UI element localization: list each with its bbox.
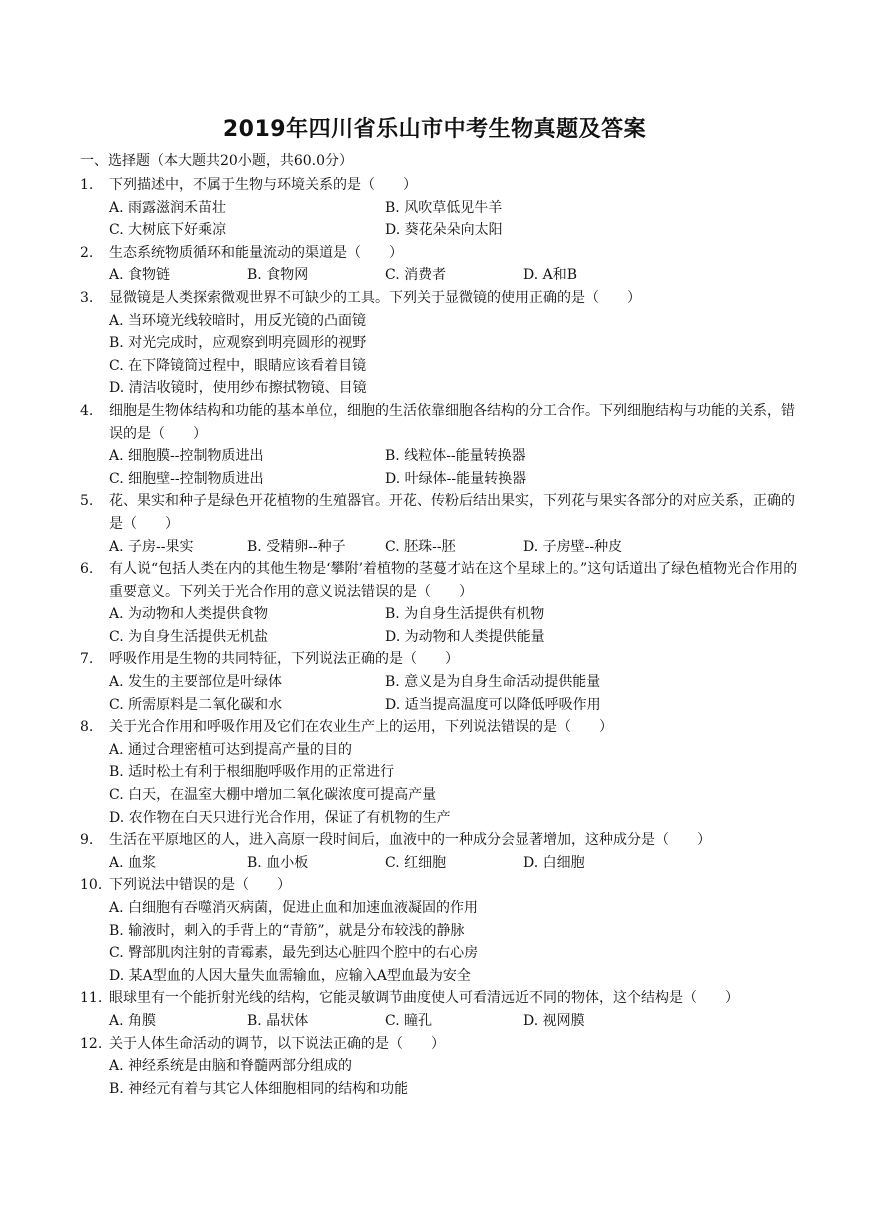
question-stem [80,829,800,852]
question-text: 有人说“包括人类在内的其他生物是‘攀附’着植物的茎蔓才站在这个星球上的。”这句话道出了绿色植物光合作用的重要意义。下列关于光合作用的意义说法错误的是（ ） [109,561,798,600]
question-stem [80,716,800,739]
option-a: A. 当环境光线较暗时，用反光镜的凸面镜 [109,312,367,329]
question-number: 4. [80,402,94,419]
option-d: D. A和B [523,267,578,284]
option-b: B. 对光完成时，应观察到明亮圆形的视野 [109,335,367,352]
option-b: B. 食物网 [247,267,309,284]
options [109,603,800,648]
options-row [109,694,800,717]
option-c: C. 红细胞 [385,854,447,871]
options-row [109,377,800,400]
section-heading: 一、选择题（本大题共20小题，共60.0分） [80,153,353,169]
question-number: 3. [80,289,94,306]
option-b: B. 适时松土有利于根细胞呼吸作用的正常进行 [109,764,395,781]
option-b: B. 晶状体 [247,1012,309,1029]
option-c: C. 为自身生活提供无机盐 [109,628,269,645]
question-text: 显微镜是人类探索微观世界不可缺少的工具。下列关于显微镜的使用正确的是（ ） [109,289,641,306]
question-3 [80,287,800,400]
option-c: C. 消费者 [385,267,447,284]
question-stem [80,648,800,671]
question-12 [80,1033,800,1101]
question-stem [80,287,800,310]
option-d: D. 适当提高温度可以降低呼吸作用 [385,696,601,713]
option-d: D. 白细胞 [523,854,585,871]
option-c: C. 瞳孔 [385,1012,433,1029]
option-c: C. 细胞壁--控制物质进出 [109,470,264,487]
options [109,536,800,559]
option-d: D. 某A型血的人因大量失血需输血，应输入A型血最为安全 [109,967,471,984]
options-row [109,603,800,626]
question-number: 6. [80,561,94,578]
options-row [109,197,800,220]
option-a: A. 为动物和人类提供食物 [109,606,269,623]
question-text: 下列描述中，不属于生物与环境关系的是（ ） [109,177,417,193]
question-stem [80,174,800,197]
question-8 [80,716,800,829]
question-number: 9. [80,832,94,849]
question-7 [80,648,800,716]
options [109,197,800,242]
options-row [109,219,800,242]
options [109,1055,800,1100]
option-b: B. 输液时，刺入的手背上的“青筋”，就是分布较浅的静脉 [109,922,465,939]
question-number: 8. [80,719,94,736]
question-text: 花、果实和种子是绿色开花植物的生殖器官。开花、传粉后结出果实，下列花与果实各部分的对应关系，正确的是（ ） [109,493,795,532]
question-2 [80,242,800,287]
question-list [80,174,800,1100]
question-4 [80,400,800,490]
options-row [109,1078,800,1101]
options [109,739,800,829]
option-c: C. 所需原料是二氧化碳和水 [109,696,283,713]
question-number: 11. [80,990,103,1007]
option-a: A. 血浆 [109,854,157,871]
question-stem [80,874,800,897]
question-stem [80,490,800,535]
options [109,897,800,987]
option-a: A. 白细胞有吞噬消灭病菌，促进止血和加速血液凝固的作用 [109,900,479,916]
options-row [109,897,800,920]
option-a: A. 雨露滋润禾苗壮 [109,199,227,216]
option-b: B. 为自身生活提供有机物 [385,606,545,623]
options-row [109,965,800,988]
question-6 [80,558,800,648]
question-text: 生态系统物质循环和能量流动的渠道是（ ） [109,244,403,261]
options-row [109,920,800,943]
options [109,264,800,287]
option-b: B. 血小板 [247,854,309,871]
options-row [109,355,800,378]
options [109,310,800,400]
option-c: C. 大树底下好乘凉 [109,222,227,239]
options-row [109,942,800,965]
options-row [109,332,800,355]
question-5 [80,490,800,558]
options-row [109,761,800,784]
options-row [109,310,800,333]
page-title: 2019年四川省乐山市中考生物真题及答案 [222,117,647,142]
option-a: A. 细胞膜--控制物质进出 [109,448,264,465]
question-number: 1. [80,177,94,193]
options [109,671,800,716]
question-text: 生活在平原地区的人，进入高原一段时间后，血液中的一种成分会显著增加，这种成分是（ ） [109,832,711,849]
options-row [109,671,800,694]
option-b: B. 风吹草低见牛羊 [385,199,503,216]
option-b: B. 受精卵--种子 [247,538,346,555]
option-d: D. 视网膜 [523,1012,585,1029]
option-a: A. 通过合理密植可达到提高产量的目的 [109,741,353,758]
options-row [109,784,800,807]
question-stem [80,400,800,445]
question-number: 5. [80,493,94,510]
options-row [109,445,800,468]
question-10 [80,874,800,987]
question-text: 呼吸作用是生物的共同特征，下列说法正确的是（ ） [109,651,459,668]
options-row [109,626,800,649]
question-1 [80,174,800,242]
option-d: D. 葵花朵朵向太阳 [385,222,503,239]
option-a: A. 食物链 [109,267,171,284]
question-stem [80,1033,800,1056]
question-text: 细胞是生物体结构和功能的基本单位，细胞的生活依靠细胞各结构的分工合作。下列细胞结构与功能的关系，错误的是（ ） [109,402,795,442]
options-row [109,536,800,559]
option-d: D. 清洁收镜时，使用纱布擦拭物镜、目镜 [109,380,367,397]
question-number: 12. [80,1035,103,1052]
option-a: A. 子房--果实 [109,538,194,555]
option-d: D. 农作物在白天只进行光合作用，保证了有机物的生产 [109,809,451,826]
question-stem [80,987,800,1010]
options-row [109,264,800,287]
option-d: D. 为动物和人类提供能量 [385,628,545,645]
option-a: A. 神经系统是由脑和脊髓两部分组成的 [109,1058,353,1075]
option-d: D. 叶绿体--能量转换器 [385,470,527,487]
question-stem [80,242,800,265]
option-c: C. 臀部肌肉注射的青霉素，最先到达心脏四个腔中的右心房 [109,945,479,962]
question-text: 下列说法中错误的是（ ） [109,877,291,894]
options [109,1010,800,1033]
question-number: 10. [80,877,103,894]
question-number: 7. [80,651,94,668]
option-a: A. 发生的主要部位是叶绿体 [109,674,283,691]
options [109,445,800,490]
option-b: B. 神经元有着与其它人体细胞相同的结构和功能 [109,1080,409,1097]
question-9 [80,829,800,874]
option-d: D. 子房壁--种皮 [523,538,623,555]
option-c: C. 在下降镜筒过程中，眼睛应该看着目镜 [109,357,367,374]
question-stem [80,558,800,603]
question-text: 关于人体生命活动的调节，以下说法正确的是（ ） [109,1035,445,1052]
options-row [109,852,800,875]
option-b: B. 线粒体--能量转换器 [385,448,526,465]
options-row [109,468,800,491]
question-11 [80,987,800,1032]
option-a: A. 角膜 [109,1012,157,1029]
question-text: 眼球里有一个能折射光线的结构，它能灵敏调节曲度使人可看清远近不同的物体，这个结构是（ ） [109,990,739,1007]
question-text: 关于光合作用和呼吸作用及它们在农业生产上的运用，下列说法错误的是（ ） [109,719,613,736]
option-c: C. 胚珠--胚 [385,538,456,555]
option-c: C. 白天，在温室大棚中增加二氧化碳浓度可提高产量 [109,787,437,804]
options-row [109,1010,800,1033]
option-b: B. 意义是为自身生命活动提供能量 [385,674,601,691]
options-row [109,739,800,762]
options-row [109,1055,800,1078]
options [109,852,800,875]
options-row [109,807,800,830]
question-number: 2. [80,244,94,261]
